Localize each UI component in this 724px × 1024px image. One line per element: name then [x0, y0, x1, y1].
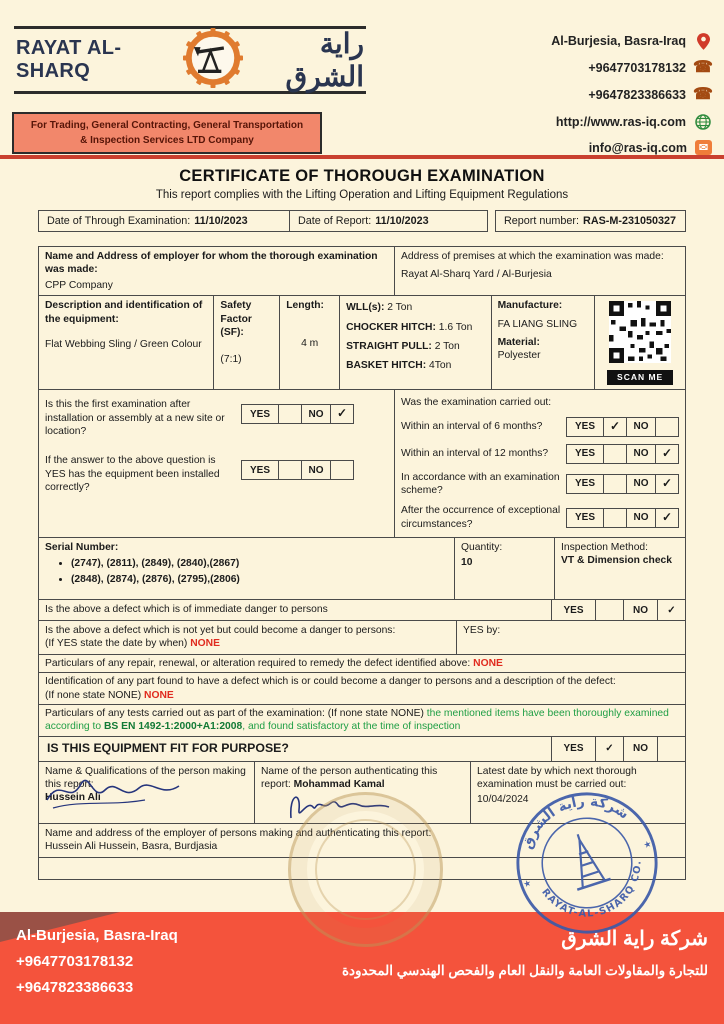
- defect-identification-question: Identification of any part found to have a defect which is or could become a danger to persons and a description of the defect:: [45, 676, 616, 688]
- quantity-value: 10: [461, 557, 473, 569]
- defect-identification-hint: (If none state NONE): [45, 689, 142, 701]
- yes-label-cell: YES: [566, 417, 604, 437]
- fit-for-purpose-row: [39, 736, 685, 761]
- repair-particulars-row: [39, 654, 685, 672]
- report-maker-label: Name & Qualifications of the person making this report:: [45, 765, 246, 790]
- no-checkbox: [330, 460, 354, 480]
- tagline-line-1: For Trading, General Contracting, General Transportation: [30, 120, 304, 131]
- next-exam-label: Latest date by which next thorough examination must be carried out:: [477, 765, 637, 790]
- yes-checkbox: [278, 460, 302, 480]
- length-label: Length:: [286, 300, 324, 312]
- report-authenticator-name: Mohammad Kamal: [293, 779, 385, 790]
- contact-list: [551, 32, 712, 155]
- tests-question: Particulars of any tests carried out as part of the examination: (If none state NONE): [45, 707, 424, 719]
- certificate-subtitle: This report complies with the Lifting Operation and Lifting Equipment Regulations: [155, 189, 569, 201]
- phone-icon: ☎: [693, 59, 713, 76]
- yes-checkbox: ✓: [603, 417, 627, 437]
- carried-out-cell: [395, 390, 685, 537]
- stamp-derrick-icon: [561, 829, 611, 890]
- footer-contact-block: [16, 927, 178, 1005]
- repair-particulars-answer: NONE: [473, 657, 503, 669]
- svg-text:★: ★: [521, 877, 533, 890]
- yes-checkbox: [603, 444, 627, 464]
- no-label-cell: NO: [301, 460, 331, 480]
- wll-label: WLL(s):: [346, 302, 385, 314]
- contact-website-text: http://www.ras-iq.com: [555, 115, 686, 129]
- potential-danger-answer: NONE: [190, 638, 220, 650]
- tagline-line-2: & Inspection Services LTD Company: [80, 135, 254, 146]
- installed-correctly-question: If the answer to the above question is YES has the equipment been installed correctly?: [45, 455, 220, 493]
- material-value: Polyester: [497, 350, 541, 362]
- basket-hitch-label: BASKET HITCH:: [346, 360, 427, 372]
- no-checkbox: ✓: [655, 444, 679, 464]
- premises-label: Address of premises at which the examination was made:: [401, 251, 664, 262]
- employer-value: CPP Company: [45, 279, 113, 291]
- yes-label-cell: YES: [551, 600, 595, 620]
- exam-date-cell: [38, 210, 290, 232]
- report-maker-cell: [39, 762, 255, 823]
- material-label: Material:: [497, 336, 540, 348]
- wll-value: 2 Ton: [387, 302, 413, 314]
- yes-by-cell: YES by:: [463, 625, 501, 636]
- no-checkbox: ✓: [655, 474, 679, 494]
- yes-label-cell: YES: [566, 474, 604, 494]
- yes-checkbox: [603, 474, 627, 494]
- carried-out-question: Within an interval of 12 months?: [401, 447, 549, 459]
- report-number-label: Report number:: [504, 215, 580, 227]
- length-cell: [280, 296, 340, 389]
- potential-danger-hint: (If YES state the date by when): [45, 638, 188, 650]
- first-exam-cell: [39, 390, 395, 537]
- yes-label-cell: YES: [241, 460, 279, 480]
- equipment-description-label: Description and identification of the equipment:: [45, 300, 203, 325]
- wll-cell: [340, 296, 492, 389]
- tests-statement-end: , and found satisfactory at the time of inspection: [242, 721, 461, 733]
- contact-phone-1-text: +9647703178132: [588, 61, 686, 75]
- carried-out-row: [401, 471, 679, 498]
- no-checkbox: ✓: [657, 600, 685, 620]
- no-checkbox: [655, 417, 679, 437]
- no-checkbox: [657, 737, 685, 761]
- gear-pumpjack-logo-icon: [183, 28, 243, 93]
- carried-out-question: Within an interval of 6 months?: [401, 420, 543, 432]
- carried-out-row: [401, 504, 679, 531]
- yes-checkbox: [595, 600, 623, 620]
- carried-out-row: [401, 444, 679, 464]
- defect-identification-answer: NONE: [144, 689, 174, 701]
- inspection-method-value: VT & Dimension check: [561, 555, 673, 567]
- globe-icon: [694, 113, 712, 131]
- header-divider: [0, 155, 724, 159]
- no-label-cell: NO: [301, 404, 331, 424]
- next-exam-date: 10/04/2024: [477, 794, 529, 806]
- exam-date-value: 11/10/2023: [194, 215, 248, 227]
- serial-number-label: Serial Number:: [45, 542, 119, 553]
- equipment-description-cell: [39, 296, 214, 389]
- immediate-danger-question: Is the above a defect which is of immediate danger to persons: [45, 604, 328, 616]
- immediate-danger-row: [39, 599, 685, 620]
- qr-code-icon: [609, 301, 671, 367]
- yes-checkbox: ✓: [595, 737, 623, 761]
- yes-checkbox: [278, 404, 302, 424]
- yes-label-cell: YES: [566, 508, 604, 528]
- yes-label-cell: YES: [551, 737, 595, 761]
- potential-danger-question: Is the above a defect which is not yet but could become a danger to persons:: [45, 625, 396, 636]
- no-label-cell: NO: [623, 737, 657, 761]
- company-tagline: [12, 112, 322, 154]
- premises-value: Rayat Al-Sharq Yard / Al-Burjesia: [401, 269, 552, 281]
- contact-address-text: Al-Burjesia, Basra-Iraq: [551, 34, 686, 48]
- potential-danger-cell: [39, 621, 457, 654]
- no-label-cell: NO: [626, 508, 656, 528]
- company-name-en: RAYAT AL-SHARQ: [16, 37, 122, 82]
- no-checkbox: ✓: [330, 404, 354, 424]
- chocker-hitch-value: 1.6 Ton: [438, 321, 473, 333]
- footer-address: Al-Burjesia, Basra-Iraq: [16, 927, 178, 944]
- equipment-description-value: Flat Webbing Sling / Green Colour: [45, 338, 202, 350]
- report-authenticator-label: Name of the person authenticating this report:: [261, 765, 438, 790]
- yes-label-cell: YES: [241, 404, 279, 424]
- serial-number-cell: [39, 538, 455, 599]
- qr-caption: SCAN ME: [607, 370, 673, 385]
- no-label-cell: NO: [626, 444, 656, 464]
- carried-out-question: After the occurrence of exceptional circumstances?: [401, 505, 561, 530]
- installed-correctly-checkboxes: [241, 460, 354, 480]
- serial-line: • (2747), (2811), (2849), (2840),(2867): [71, 557, 448, 570]
- report-date-label: Date of Report:: [298, 215, 372, 227]
- safety-factor-label: Safety Factor (SF):: [220, 300, 252, 338]
- manufacture-value: FA LIANG SLING: [497, 318, 578, 330]
- svg-text:★: ★: [642, 838, 653, 851]
- carried-out-question: In accordance with an examination scheme?: [401, 471, 560, 496]
- location-pin-icon: [694, 32, 712, 50]
- premises-cell: [395, 247, 685, 295]
- inspection-method-label: Inspection Method:: [561, 542, 649, 553]
- carried-out-row: [401, 417, 679, 437]
- contact-phone-1: [588, 59, 712, 77]
- tests-statement: the mentioned items have been thoroughly examined according to: [45, 707, 669, 733]
- footer-phone-1: +9647703178132: [16, 953, 134, 970]
- serial-line: • (2848), (2874), (2876), (2795),(2806): [71, 573, 448, 586]
- straight-pull-label: STRAIGHT PULL:: [346, 340, 432, 352]
- yes-checkbox: [603, 508, 627, 528]
- manufacture-label: Manufacture:: [497, 300, 563, 312]
- tests-particulars-row: [39, 704, 685, 736]
- footer-tagline-arabic: للتجارة والمقاولات العامة والنقل العام والفحص الهندسي المحدودة: [341, 963, 708, 978]
- contact-email-text: info@ras-iq.com: [588, 140, 687, 155]
- company-logo-block: [14, 26, 366, 94]
- contact-phone-2-text: +9647823386633: [588, 88, 686, 102]
- no-label-cell: NO: [626, 417, 656, 437]
- quantity-cell: [455, 538, 555, 599]
- qr-cell: [595, 296, 685, 389]
- straight-pull-value: 2 Ton: [434, 340, 460, 352]
- exam-date-label: Date of Through Examination:: [47, 215, 191, 227]
- contact-email: [589, 140, 712, 155]
- tests-standard: BS EN 1492-1:2000+A1:2008: [103, 721, 243, 733]
- certificate-title: CERTIFICATE OF THOROUGH EXAMINATION: [179, 167, 545, 185]
- footer-company-arabic: شركة راية الشرق: [561, 928, 708, 950]
- stamp-latin-text: RAYAT-AL-SHARQ CO.: [539, 859, 644, 920]
- employer-label: Name and Address of employer for whom the thorough examination was made:: [45, 251, 378, 276]
- stamp-arabic-text: شركة راية الشرق: [519, 793, 632, 852]
- carried-out-label: Was the examination carried out:: [401, 397, 552, 409]
- report-date-value: 11/10/2023: [375, 215, 429, 227]
- contact-address: [551, 32, 712, 50]
- defect-identification-row: [39, 672, 685, 704]
- no-label-cell: NO: [623, 600, 657, 620]
- yes-label-cell: YES: [566, 444, 604, 464]
- persons-employer-label: Name and address of the employer of persons making and authenticating this report:: [45, 827, 432, 839]
- chocker-hitch-label: CHOCKER HITCH:: [346, 321, 436, 333]
- first-exam-question: Is this the first examination after installation or assembly at a new site or location?: [45, 399, 225, 437]
- safety-factor-value: (7:1): [220, 354, 242, 366]
- contact-phone-2: [588, 86, 712, 104]
- report-maker-name: Hussein Ali: [45, 792, 101, 804]
- contact-website: [556, 113, 712, 131]
- phone-icon: ☎: [693, 86, 713, 103]
- length-value: 4 m: [301, 337, 319, 349]
- no-checkbox: ✓: [655, 508, 679, 528]
- email-icon: ✉: [695, 140, 712, 155]
- report-date-cell: [290, 210, 488, 232]
- repair-particulars-question: Particulars of any repair, renewal, or alteration required to remedy the defect identified above:: [45, 657, 471, 669]
- report-number-cell: [495, 210, 686, 232]
- report-number-value: RAS-M-231050327: [583, 215, 677, 227]
- dates-strip: [38, 210, 686, 232]
- persons-employer-value: Hussein Ali Hussein, Basra, Burdjasia: [45, 841, 218, 852]
- safety-factor-cell: [214, 296, 280, 389]
- fit-for-purpose-question: IS THIS EQUIPMENT FIT FOR PURPOSE?: [47, 740, 289, 755]
- inspection-method-cell: [555, 538, 685, 599]
- company-name-ar: راية الشرق: [285, 28, 364, 92]
- quantity-label: Quantity:: [461, 542, 503, 553]
- no-label-cell: NO: [626, 474, 656, 494]
- first-exam-checkboxes: [241, 404, 354, 424]
- basket-hitch-value: 4Ton: [429, 360, 452, 372]
- employer-cell: [39, 247, 395, 295]
- manufacture-cell: [492, 296, 596, 389]
- footer-phone-2: +9647823386633: [16, 979, 134, 996]
- serial-number-list: [71, 557, 448, 586]
